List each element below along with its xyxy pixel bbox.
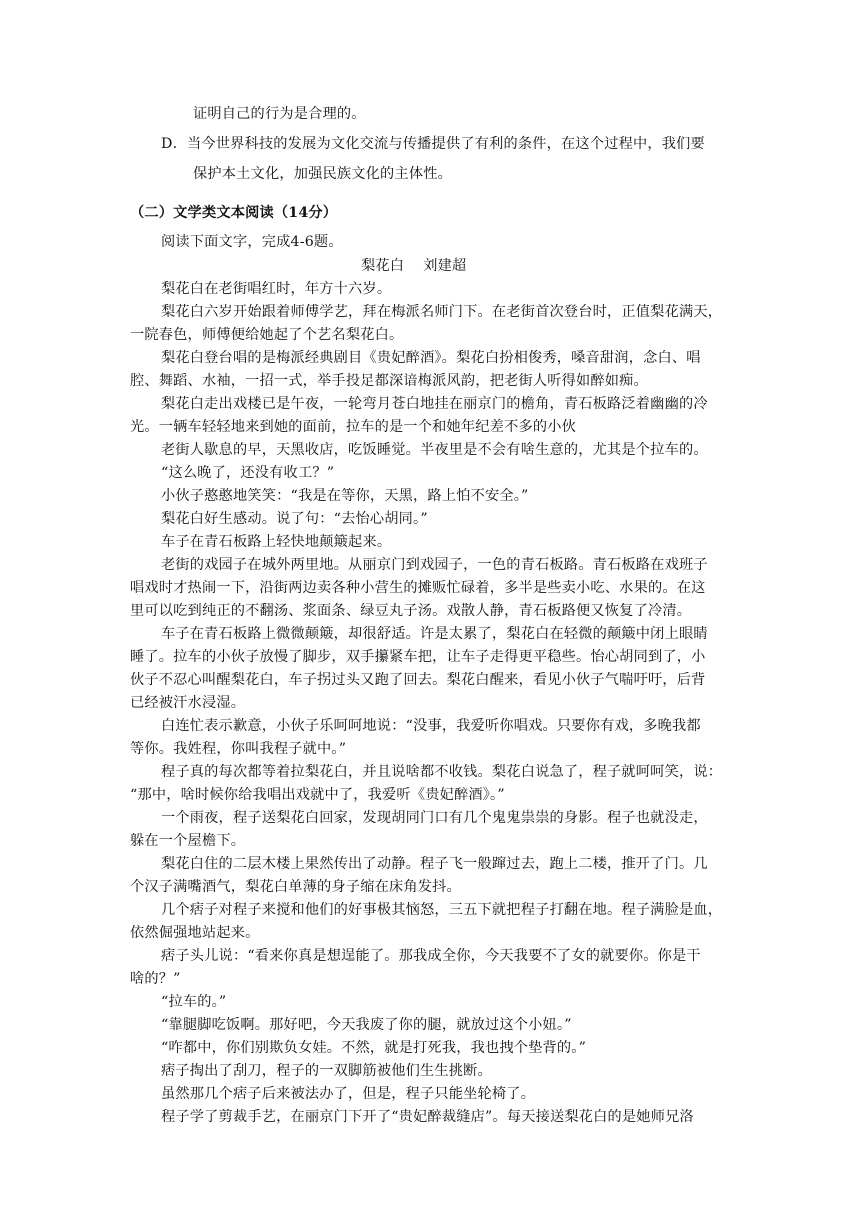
text-line: 小伙子憨憨地笑笑：“我是在等你，天黑，路上怕不安全。”	[161, 488, 529, 504]
text-line: 睡了。拉车的小伙子放慢了脚步，双手攥紧车把，让车子走得更平稳些。怡心胡同到了，小	[130, 649, 706, 665]
text-line: 梨花白在老街唱红时，年方十六岁。	[161, 281, 392, 297]
text-line: 车子在青石板路上轻快地颠簸起来。	[161, 534, 392, 550]
text-line: 伙子不忍心叫醒梨花白，车子拐过头又跑了回去。梨花白醒来，看见小伙子气喘吁吁，后背	[130, 672, 706, 688]
text-line: “拉车的。”	[161, 994, 227, 1010]
text-line: 光。一辆车轻轻地来到她的面前，拉车的是一个和她年纪差不多的小伙	[130, 419, 577, 435]
text-line: 一个雨夜，程子送梨花白回家，发现胡同门口有几个鬼鬼祟祟的身影。程子也就没走，	[161, 810, 708, 826]
text-line: 痞子头儿说：“看来你真是想逞能了。那我成全你，今天我要不了女的就要你。你是干	[161, 948, 701, 964]
text-line: 里可以吃到纯正的不翻汤、浆面条、绿豆丸子汤。戏散人静，青石板路便又恢复了冷清。	[130, 603, 692, 619]
text-line: 白连忙表示歉意，小伙子乐呵呵地说：“没事，我爱听你唱戏。只要你有戏，多晚我都	[161, 718, 701, 734]
text-line: 依然倔强地站起来。	[130, 925, 260, 941]
section-heading: （二）文学类文本阅读（14分）	[130, 205, 338, 221]
text-line: 痞子掏出了刮刀，程子的一双脚筋被他们生生挑断。	[161, 1063, 492, 1079]
text-line: 个汉子满嘴酒气，梨花白单薄的身子缩在床角发抖。	[130, 879, 461, 895]
text-line: 老街的戏园子在城外两里地。从丽京门到戏园子，一色的青石板路。青石板路在戏班子	[161, 557, 708, 573]
text-line: 虽然那几个痞子后来被法办了，但是，程子只能坐轮椅了。	[161, 1086, 536, 1102]
instruction-line: 阅读下面文字，完成4-6题。	[161, 234, 343, 250]
text-line: 已经被汗水浸湿。	[130, 695, 246, 711]
text-line: “那中，啥时候你给我唱出戏就中了，我爱听《贵妃醉酒》。”	[130, 787, 505, 803]
text-line: 几个痞子对程子来搅和他们的好事极其恼怒，三五下就把程子打翻在地。程子满脸是血，	[161, 902, 723, 918]
text-line: “咋都中，你们别欺负女娃。不然，就是打死我，我也拽个垫背的。”	[161, 1040, 587, 1056]
text-line: 梨花白住的二层木楼上果然传出了动静。程子飞一般蹿过去，跑上二楼，推开了门。几	[161, 856, 708, 872]
text-line: 梨花白好生感动。说了句：“去怡心胡同。”	[161, 511, 428, 527]
text-line: 程子学了剪裁手艺，在丽京门下开了“贵妃醉裁缝店”。每天接送梨花白的是她师兄洛	[161, 1109, 694, 1125]
text-line: 老街人歇息的早，天黑收店，吃饭睡觉。半夜里是不会有啥生意的，尤其是个拉车的。	[161, 442, 708, 458]
text-line: 梨花白六岁开始跟着师傅学艺，拜在梅派名师门下。在老街首次登台时，正值梨花满天，	[161, 304, 723, 320]
text-line: 车子在青石板路上微微颠簸，却很舒适。许是太累了，梨花白在轻微的颠簸中闭上眼睛	[161, 626, 708, 642]
option-d-line: D．当今世界科技的发展为文化交流与传播提供了有利的条件，在这个过程中，我们要	[161, 136, 705, 152]
text-line: 躲在一个屋檐下。	[130, 833, 246, 849]
story-title: 梨花白 刘建超	[361, 258, 467, 274]
text-line: 保护本土文化，加强民族文化的主体性。	[193, 166, 452, 182]
text-line: 证明自己的行为是合理的。	[193, 106, 366, 122]
text-line: 唱戏时才热闹一下，沿街两边卖各种小营生的摊贩忙碌着，多半是些卖小吃、水果的。在这	[130, 580, 706, 596]
text-line: 梨花白登台唱的是梅派经典剧目《贵妃醉酒》。梨花白扮相俊秀，嗓音甜润，念白、唱	[161, 350, 701, 366]
text-line: “靠腿脚吃饭啊。那好吧，今天我废了你的腿，就放过这个小妞。”	[161, 1017, 572, 1033]
text-line: “这么晚了，还没有收工？”	[161, 465, 335, 481]
text-line: 啥的？”	[130, 971, 181, 987]
text-line: 梨花白走出戏楼已是午夜，一轮弯月苍白地挂在丽京门的檐角，青石板路泛着幽幽的冷	[161, 396, 708, 412]
text-line: 一院春色，师傅便给她起了个艺名梨花白。	[130, 327, 404, 343]
text-line: 等你。我姓程，你叫我程子就中。”	[130, 741, 347, 757]
text-line: 腔、舞蹈、水袖，一招一式，举手投足都深谙梅派风韵，把老街人听得如醉如痴。	[130, 373, 648, 389]
text-line: 程子真的每次都等着拉梨花白，并且说啥都不收钱。梨花白说急了，程子就呵呵笑，说：	[161, 764, 723, 780]
